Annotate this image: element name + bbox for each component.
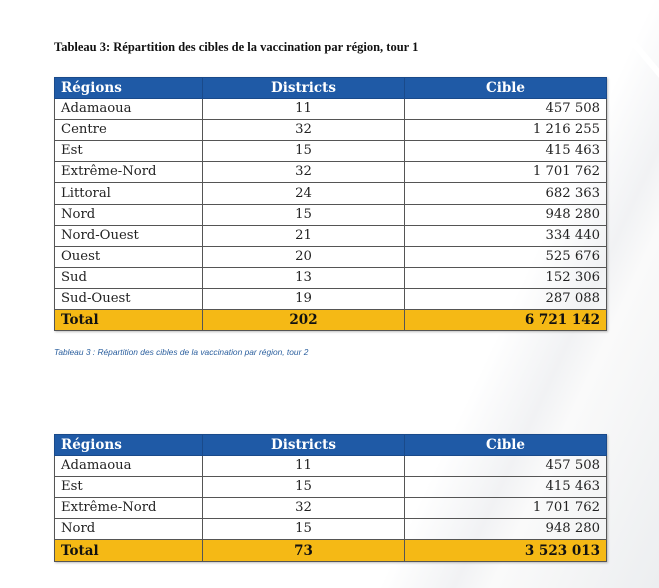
total-cible: 6 721 142	[405, 310, 607, 331]
cell-districts: 15	[203, 204, 405, 225]
cell-districts: 15	[203, 519, 405, 540]
table-row	[55, 477, 607, 498]
total-row	[55, 310, 607, 331]
table-row	[55, 456, 607, 477]
cell-region: Extrême-Nord	[55, 498, 203, 519]
header-regions: Régions	[55, 435, 203, 456]
cell-region: Sud-Ouest	[55, 288, 203, 309]
cell-region: Centre	[55, 120, 203, 141]
cell-districts: 21	[203, 225, 405, 246]
header-districts: Districts	[203, 435, 405, 456]
table-row	[55, 288, 607, 309]
table-header-row	[55, 435, 607, 456]
total-districts: 202	[203, 310, 405, 331]
cell-cible: 415 463	[405, 477, 607, 498]
table-row	[55, 519, 607, 540]
cell-cible: 1 701 762	[405, 498, 607, 519]
cell-region: Nord-Ouest	[55, 225, 203, 246]
cell-cible: 525 676	[405, 246, 607, 267]
cell-region: Nord	[55, 519, 203, 540]
cell-cible: 682 363	[405, 183, 607, 204]
cell-districts: 15	[203, 141, 405, 162]
table-row	[55, 267, 607, 288]
table-row	[55, 498, 607, 519]
cell-region: Nord	[55, 204, 203, 225]
cell-cible: 287 088	[405, 288, 607, 309]
cell-cible: 152 306	[405, 267, 607, 288]
document-title: Tableau 3: Répartition des cibles de la vaccination par région, tour 1	[54, 40, 419, 54]
cell-region: Est	[55, 141, 203, 162]
cell-districts: 19	[203, 288, 405, 309]
table-tour-2	[54, 434, 607, 562]
cell-region: Ouest	[55, 246, 203, 267]
header-cible: Cible	[405, 435, 607, 456]
table-row	[55, 204, 607, 225]
total-row	[55, 540, 607, 561]
cell-cible: 1 216 255	[405, 120, 607, 141]
table-header-row	[55, 78, 607, 99]
cell-cible: 948 280	[405, 519, 607, 540]
table-tour-1	[54, 77, 607, 331]
cell-districts: 32	[203, 498, 405, 519]
cell-cible: 1 701 762	[405, 162, 607, 183]
table-caption: Tableau 3 : Répartition des cibles de la vaccination par région, tour 2	[54, 347, 309, 357]
cell-districts: 11	[203, 99, 405, 120]
total-label: Total	[55, 310, 203, 331]
cell-cible: 948 280	[405, 204, 607, 225]
cell-districts: 15	[203, 477, 405, 498]
table-row	[55, 120, 607, 141]
cell-cible: 457 508	[405, 99, 607, 120]
table-row	[55, 246, 607, 267]
cell-cible: 415 463	[405, 141, 607, 162]
cell-districts: 32	[203, 120, 405, 141]
table-row	[55, 183, 607, 204]
cell-region: Extrême-Nord	[55, 162, 203, 183]
total-cible: 3 523 013	[405, 540, 607, 561]
cell-districts: 13	[203, 267, 405, 288]
cell-districts: 11	[203, 456, 405, 477]
cell-region: Est	[55, 477, 203, 498]
cell-districts: 20	[203, 246, 405, 267]
total-label: Total	[55, 540, 203, 561]
header-districts: Districts	[203, 78, 405, 99]
cell-region: Littoral	[55, 183, 203, 204]
table-row	[55, 162, 607, 183]
total-districts: 73	[203, 540, 405, 561]
cell-districts: 24	[203, 183, 405, 204]
header-cible: Cible	[405, 78, 607, 99]
cell-districts: 32	[203, 162, 405, 183]
table-row	[55, 99, 607, 120]
table-row	[55, 225, 607, 246]
cell-cible: 334 440	[405, 225, 607, 246]
header-regions: Régions	[55, 78, 203, 99]
table-row	[55, 141, 607, 162]
cell-region: Adamaoua	[55, 456, 203, 477]
cell-region: Sud	[55, 267, 203, 288]
cell-region: Adamaoua	[55, 99, 203, 120]
cell-cible: 457 508	[405, 456, 607, 477]
